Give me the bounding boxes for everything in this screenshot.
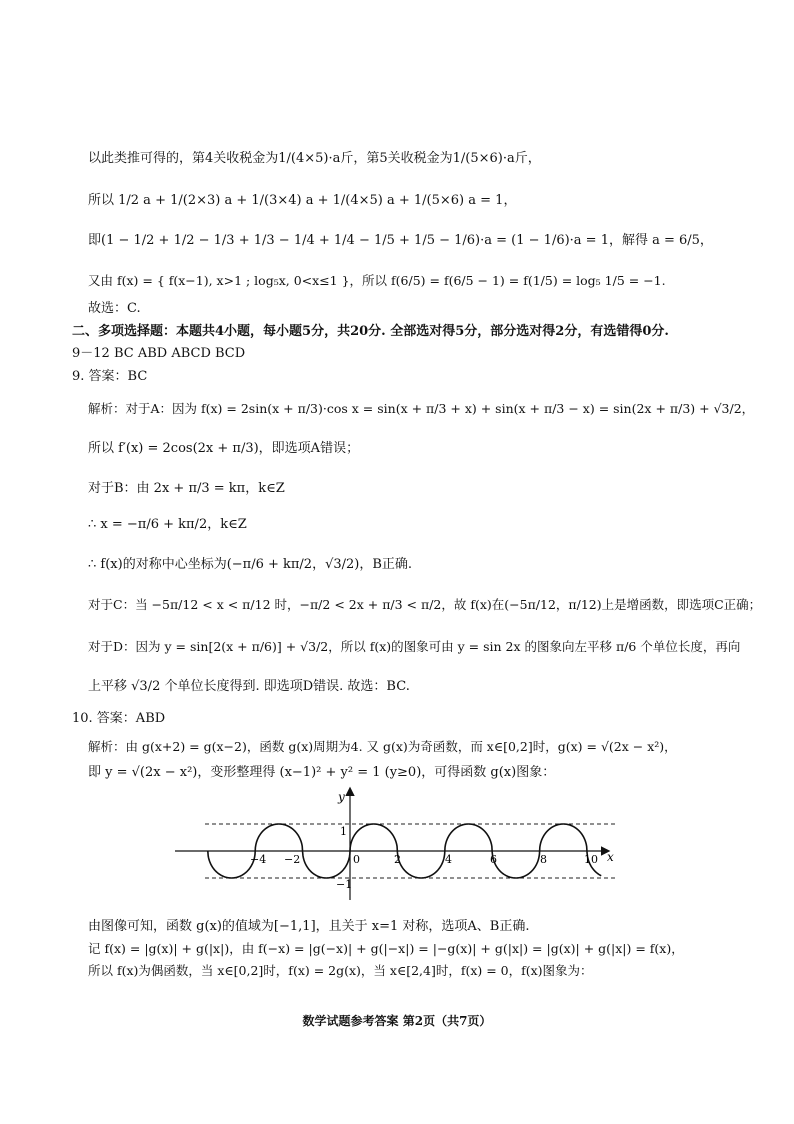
- tick-label-6: 6: [490, 853, 497, 866]
- text-line-9f: 对于C：当 −5π/12 < x < π/12 时，−π/2 < 2x + π/3 < π/2，故 f(x)在(−5π/12，π/12)上是增函数，即选项C正确；: [88, 597, 762, 612]
- section-heading: 二、多项选择题：本题共4小题，每小题5分，共20分. 全部选对得5分，部分选对得2分，有选错得0分.: [72, 324, 669, 339]
- tick-label-8: 8: [540, 853, 547, 866]
- x-axis-label: x: [607, 850, 614, 864]
- tick-label-m2: −2: [284, 853, 301, 866]
- text-line-9g: 对于D：因为 y = sin[2(x + π/6)] + √3/2，所以 f(x)的图象可由 y = sin 2x 的图象向左平移 π/6 个单位长度，再向: [88, 639, 741, 654]
- text-line-1: 以此类推可得的，第4关收税金为1/(4×5)·a斤，第5关收税金为1/(5×6)·a斤，: [88, 151, 541, 166]
- y-axis-label: y: [338, 790, 345, 804]
- answer-summary: 9－12 BC ABD ABCD BCD: [72, 346, 246, 361]
- text-line-9c: 对于B：由 2x + π/3 = kπ，k∈Z: [88, 481, 285, 496]
- answer-10: 10. 答案：ABD: [72, 711, 166, 726]
- text-line-5: 故选：C.: [88, 301, 141, 316]
- text-line-10d: 记 f(x) = |g(x)| + g(|x|)，由 f(−x) = |g(−x)| + g(|−x|) = |−g(x)| + g(|x|) = |g(x)| + g(|x|) = f(x)，: [88, 941, 684, 956]
- text-line-9e: ∴ f(x)的对称中心坐标为(−π/6 + kπ/2，√3/2)，B正确.: [88, 557, 413, 572]
- tick-label-ym1: −1: [336, 878, 353, 891]
- tick-label-y1: 1: [340, 825, 347, 838]
- tick-label-10: 10: [584, 853, 598, 866]
- text-line-3: 即(1 − 1/2 + 1/2 − 1/3 + 1/3 − 1/4 + 1/4 − 1/5 + 1/5 − 1/6)·a = (1 − 1/6)·a = 1，解得 a = 6/5，: [88, 233, 713, 248]
- text-line-2: 所以 1/2 a + 1/(2×3) a + 1/(3×4) a + 1/(4×5) a + 1/(5×6) a = 1，: [88, 193, 517, 208]
- answer-9: 9. 答案：BC: [72, 369, 148, 384]
- text-line-9b: 所以 f′(x) = 2cos(2x + π/3)，即选项A错误；: [88, 441, 360, 456]
- text-line-9a: 解析：对于A：因为 f(x) = 2sin(x + π/3)·cos x = sin(x + π/3 + x) + sin(x + π/3 − x) = sin(2x + π/3) + √3/2，: [88, 401, 755, 416]
- text-line-10b: 即 y = √(2x − x²)，变形整理得 (x−1)² + y² = 1 (y≥0)，可得函数 g(x)图象：: [88, 765, 556, 780]
- page-footer: 数学试题参考答案 第2页（共7页）: [302, 1014, 492, 1028]
- function-graph: [170, 785, 630, 905]
- text-line-10a: 解析：由 g(x+2) = g(x−2)，函数 g(x)周期为4. 又 g(x)为奇函数，而 x∈[0,2]时，g(x) = √(2x − x²)，: [88, 739, 677, 754]
- tick-label-m4: −4: [250, 853, 267, 866]
- text-line-10e: 所以 f(x)为偶函数，当 x∈[0,2]时，f(x) = 2g(x)，当 x∈[2,4]时，f(x) = 0，f(x)图象为：: [88, 963, 593, 978]
- text-line-10c: 由图像可知，函数 g(x)的值域为[−1,1]，且关于 x=1 对称，选项A、B正确.: [88, 919, 530, 934]
- tick-label-4: 4: [445, 853, 452, 866]
- tick-label-0: 0: [353, 853, 360, 866]
- tick-label-2: 2: [394, 853, 401, 866]
- text-line-4: 又由 f(x) = { f(x−1), x>1 ; log₅x, 0<x≤1 }，所以 f(6/5) = f(6/5 − 1) = f(1/5) = log₅ 1/5 = −1.: [88, 273, 666, 288]
- text-line-9d: ∴ x = −π/6 + kπ/2，k∈Z: [88, 517, 247, 532]
- text-line-9h: 上平移 √3/2 个单位长度得到. 即选项D错误. 故选：BC.: [88, 679, 410, 694]
